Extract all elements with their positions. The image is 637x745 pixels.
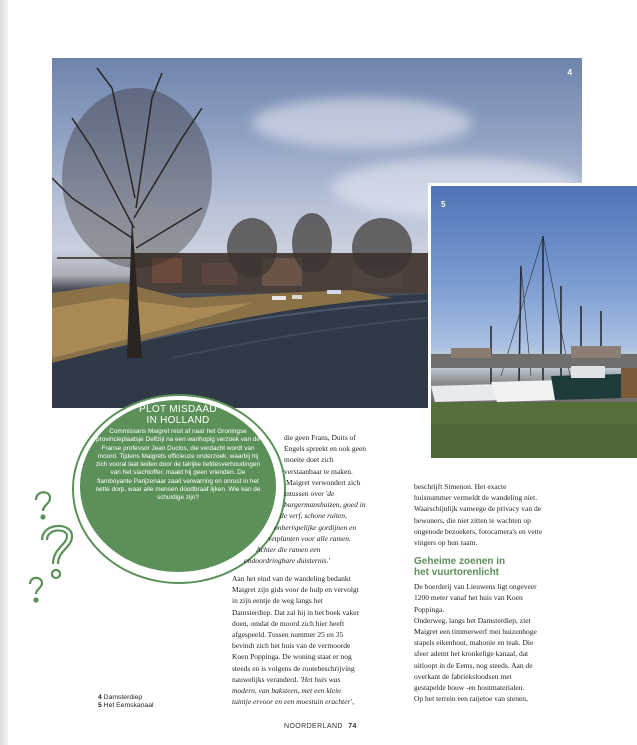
section-heading-line: het vuurtorenlicht [414, 566, 500, 578]
text-line: Engels spreekt en ook geen [284, 444, 367, 454]
question-marks-decoration [28, 488, 90, 606]
caption-text: Het Eemskanaal [103, 702, 154, 709]
caption [98, 694, 154, 702]
quote-line: burgermanshuizen, goed in [284, 500, 366, 510]
column-2 [414, 481, 600, 704]
text-line: doen, omdat de moord zich hier heeft [232, 618, 345, 628]
quote-span: 'de [325, 489, 335, 499]
text-line: Maigret een timmerwerf met huizenhoge [414, 627, 537, 637]
info-circle [80, 400, 276, 572]
text-line [232, 674, 402, 685]
quote-line: ondoordringbare duisternis.' [244, 556, 331, 566]
caption [98, 702, 154, 710]
text-line: afgespeeld. Tussen nummer 25 en 35 [232, 630, 344, 640]
text-line: vingers op hun raam. [414, 538, 478, 548]
quote-line: tuintje ervoor en een moestuin erachter', [232, 697, 354, 707]
text-line: overkant de fabrieksloodsen met [414, 671, 512, 681]
caption-number: 4 [98, 694, 102, 701]
photo-eemskanaal [428, 183, 637, 458]
text-line: Koen Poppinga. De woning staat er nog [232, 652, 352, 662]
text-line: gestapelde bouw -en houtmaterialen. [414, 683, 525, 693]
text-line: moeite doet zich [284, 455, 334, 465]
column-1-bottom [232, 573, 402, 707]
quote-line: Achter die ramen een [256, 545, 321, 555]
photo-number: 4 [567, 68, 572, 77]
magazine-name: NOORDERLAND [284, 723, 343, 730]
text-line [284, 488, 402, 499]
text-line: ongenode bezoekers, fotocamera's en vette [414, 526, 543, 536]
quote-line: modern, van baksteen, met een klein [232, 686, 341, 696]
text-line: steeds en is volgens de routebeschrijving [232, 663, 355, 673]
text-line: De boerderij van Lieuwens ligt ongeveer [414, 582, 537, 592]
text-line: in zijn eentje de weg langs het [232, 596, 323, 606]
text-line: die geen Frans, Duits of [284, 433, 356, 442]
quote-span: 'Het huis was [300, 674, 341, 684]
page-number: 74 [348, 723, 357, 730]
text-line: Aan het eind van de wandeling bedankt [232, 574, 351, 583]
text-line: sfeer ademt het kronkelige kanaal, dat [414, 649, 529, 659]
text-line: 1200 meter vanaf het huis van Koen [414, 593, 523, 603]
text-line: beschrijft Simenon. Het exacte [414, 482, 507, 491]
text-line: bevindt zich het huis van de vermoorde [232, 641, 351, 651]
info-title-line: PLOT MISDAAD [139, 404, 217, 415]
info-text: Commissaris Maigret reist af naar het Groningse provincieplaatsje Delfzijl na een wanhopig verzoek van de Franse professor Jean Duclos, die verdacht wordt van moord. Tijdens Maigrets officieuze onderzoek, waarbij hij zich vooral laat leiden door de talrijke liefdesverhoudingen van het slachtoffer, maakt hij geen vrienden. De flamboyante Parijzenaar zaait verwarring en onrust in het nette dorp, waar alle mensen doodbraaf lijken. Wie kan de schuldige zijn? [95, 428, 261, 502]
info-title-line: IN HOLLAND [146, 415, 210, 426]
text-line: Poppinga. [414, 604, 445, 614]
text-line: Op het terrein een ratjetoe van stenen, [414, 694, 528, 704]
caption-number: 5 [98, 702, 102, 709]
text-line: uitloopt in de Eems, nog steeds. Aan de [414, 660, 533, 670]
text-line: bewoners, die niet zitten te wachten op [414, 515, 531, 525]
section-heading [414, 557, 600, 578]
text-line: stapels eikenhout, mahonie en teak. Die [414, 638, 534, 648]
section-heading-line: Geheime zoenen in [414, 556, 506, 568]
quote-line: vetplanten voor alle ramen. [268, 533, 351, 543]
text-line: Maigret zijn gids voor de hulp en vervolgt [232, 585, 359, 595]
text-line: Waarschijnlijk vanwege de privacy van de [414, 504, 542, 514]
quote-line: de verf, schone ruiten, [280, 511, 347, 521]
caption-text: Damsterdiep [103, 694, 143, 701]
page-footer [284, 723, 357, 730]
photo-number: 5 [441, 200, 446, 209]
text-span: intussen over [284, 489, 326, 499]
harbor-scene [431, 186, 637, 458]
text-line: Damsterdiep. Dat zal hij in het boek vaker [232, 607, 360, 617]
column-1-top [244, 432, 402, 566]
text-line: verstaanbaar te maken. [284, 466, 353, 476]
text-span: nauwelijks veranderd. [232, 674, 301, 684]
photo-captions [98, 694, 154, 710]
text-line: Maigret verwondert zich [286, 477, 361, 487]
text-line: huisnummer vermeldt de wandeling niet. [414, 493, 538, 503]
quote-line: onberispelijke gordijnen en [274, 522, 357, 532]
text-line: Onderweg, langs het Damsterdiep, ziet [414, 615, 531, 625]
page-edge [0, 0, 8, 745]
